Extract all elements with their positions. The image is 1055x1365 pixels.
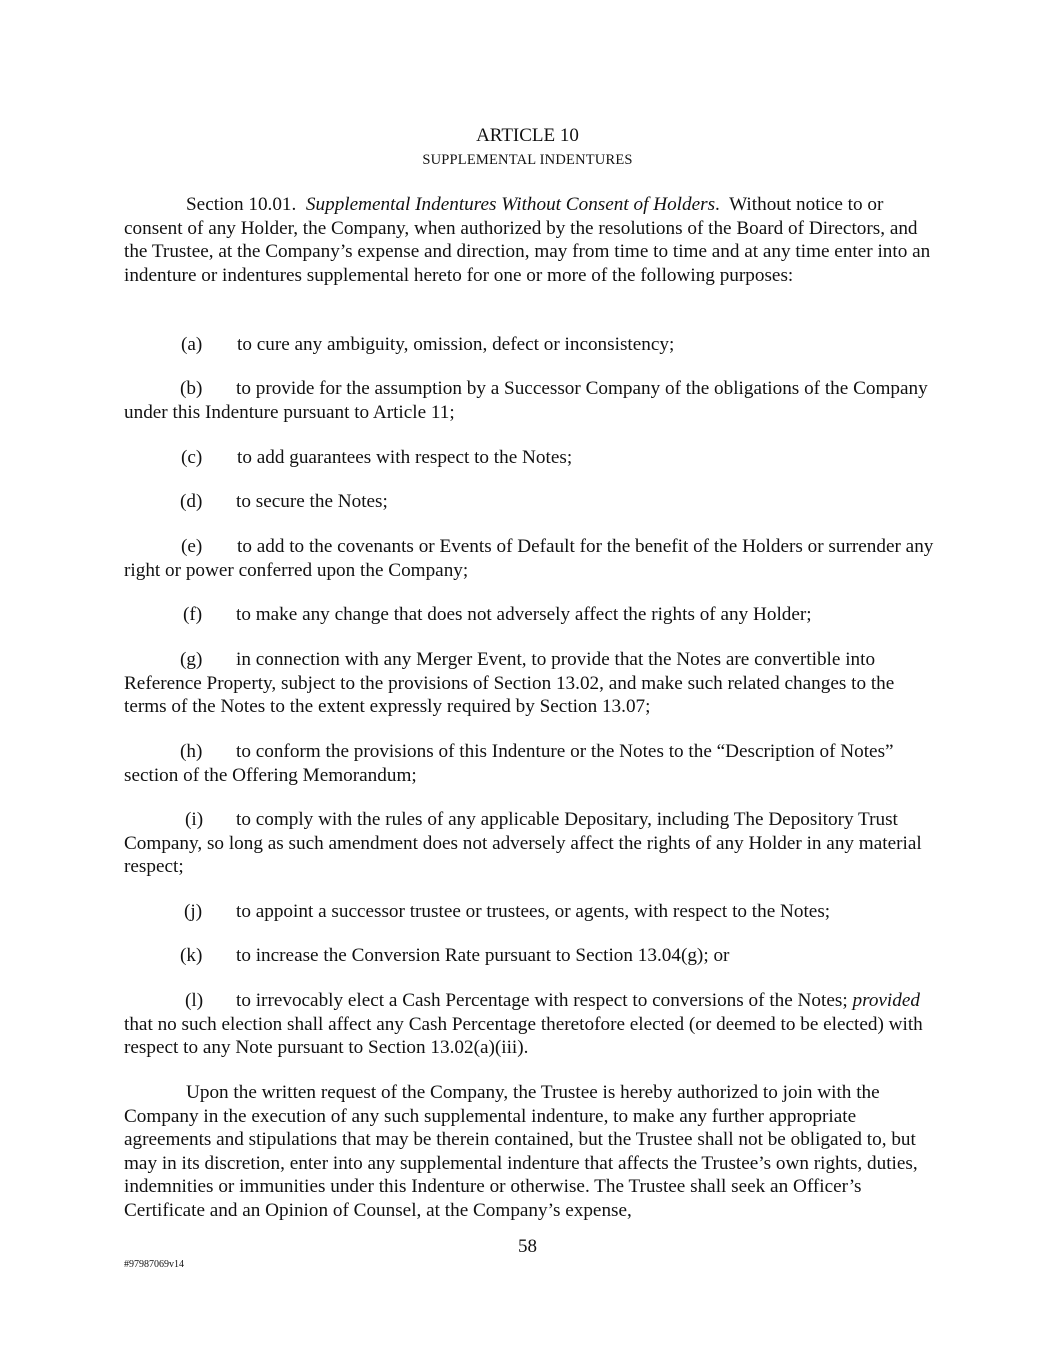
article-subtitle: SUPPLEMENTAL INDENTURES [422,152,633,168]
proviso-term: provided [852,990,920,1011]
section-paragraph: Section 10.01. Supplemental Indentures Without Consent of Holders. Without notice to or consent of any Holder, the Company, when authorized by the resolutions of the Board of Directors, and the Trustee, at the Company’s expense and direction, may from time to time and at any time enter into an indenture or indentures supplemental hereto for one or more of the following purposes: [124,194,931,286]
list-item [124,900,936,924]
item-text: to add to the covenants or Events of Default for the benefit of the Holders or surrender any right or power conferred upon the Company; [124,536,934,581]
document-id: #97987069v14 [124,1259,184,1270]
item-text: to cure any ambiguity, omission, defect or inconsistency; [237,334,675,355]
item-label: (j) [184,901,203,922]
list-item [124,377,936,424]
closing-text: Upon the written request of the Company, the Trustee is hereby authorized to join with the Company in the execution of any such supplemental indenture, to make any further appropriate agreements and stipulations that may be therein contained, but the Trustee shall not be obligated to, but may in its discretion, enter into any supplemental indenture that affects the Trustee’s own rights, duties, indemnities or immunities under this Indenture or otherwise. The Trustee shall seek an Officer’s Certificate and an Opinion of Counsel, at the Company’s expense, [124,1082,918,1221]
item-text-continued: that no such election shall affect any Cash Percentage theretofore elected (or deemed to be elected) with respect to any Note pursuant to Section 13.02(a)(iii). [124,1013,923,1059]
item-text: to appoint a successor trustee or trustees, or agents, with respect to the Notes; [236,901,831,922]
section-number: Section 10.01. [186,194,297,215]
item-text: to add guarantees with respect to the Notes; [237,447,573,468]
item-text: to conform the provisions of this Indenture or the Notes to the “Description of Notes” section of the Offering Memorandum; [124,741,894,786]
item-label: (h) [180,741,203,762]
list-item [124,333,936,357]
item-label: (e) [181,536,203,557]
list-item [124,648,936,719]
item-text: to secure the Notes; [236,491,388,512]
article-heading: ARTICLE 10 [476,125,579,146]
list-item [124,808,936,879]
list-item [124,535,936,582]
list-item [124,446,936,470]
item-text: to irrevocably elect a Cash Percentage with respect to conversions of the Notes; [236,990,848,1011]
closing-paragraph [124,1081,936,1223]
item-label: (k) [180,945,203,966]
section-title: Supplemental Indentures Without Consent of Holders [305,194,716,215]
section-text: Without notice to or consent of any Holder, the Company, when authorized by the resolutions of the Board of Directors, and the Trustee, at the Company’s expense and direction, may from time to time and at any time enter into an indenture or indentures supplemental hereto for one or more of the following purposes: [124,194,931,286]
page-number: 58 [518,1236,537,1257]
item-label: (l) [185,990,204,1011]
item-text: in connection with any Merger Event, to provide that the Notes are convertible into Reference Property, subject to the provisions of Section 13.02, and make such related changes to the terms of the Notes to the extent expressly required by Section 13.07; [124,649,895,718]
item-label: (i) [185,809,204,830]
list-item [124,603,936,627]
item-label: (a) [181,334,203,355]
list-item [124,740,936,787]
list-item [124,490,936,514]
item-label: (d) [180,491,203,512]
list-item [124,944,936,968]
item-text: to make any change that does not adversely affect the rights of any Holder; [236,604,812,625]
item-label: (b) [180,378,203,399]
item-label: (c) [181,447,203,468]
item-label: (f) [183,604,203,625]
item-label: (g) [180,649,203,670]
item-text: to comply with the rules of any applicable Depositary, including The Depository Trust Company, so long as such amendment does not adversely affect the rights of any Holder in any material respect; [124,809,922,878]
list-item [124,989,936,1060]
item-text: to increase the Conversion Rate pursuant to Section 13.04(g); or [236,945,730,966]
item-text: to provide for the assumption by a Successor Company of the obligations of the Company under this Indenture pursuant to Article 11; [124,378,928,423]
